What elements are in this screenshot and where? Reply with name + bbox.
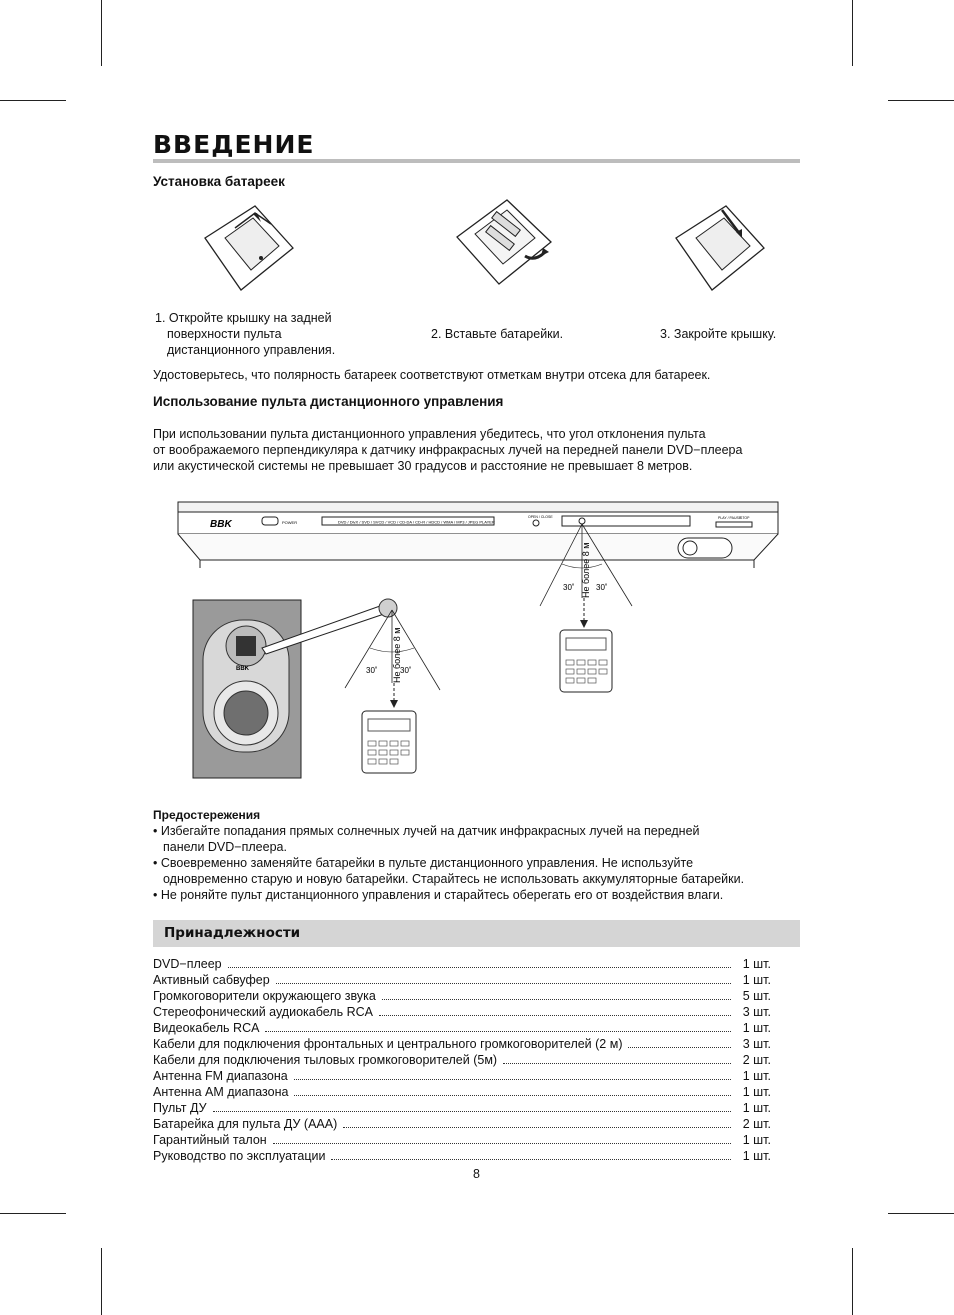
precautions-list xyxy=(153,823,744,903)
title-rule xyxy=(153,159,800,163)
play-pause-label: PLAY / PAUSE xyxy=(718,516,742,520)
step-line: поверхности пульта xyxy=(167,327,282,341)
page-number: 8 xyxy=(473,1167,480,1181)
page-title: ВВЕДЕНИЕ xyxy=(153,130,315,159)
item-qty: 1 шт. xyxy=(742,1149,771,1163)
power-label: POWER xyxy=(282,520,298,525)
item-name: Батарейка для пульта ДУ (AAA) xyxy=(153,1117,338,1131)
list-item xyxy=(153,1068,771,1084)
battery-step-2 xyxy=(431,326,563,342)
item-qty: 1 шт. xyxy=(742,1085,771,1099)
step-line: 3. Закройте крышку. xyxy=(660,327,777,341)
item-name: Стереофонический аудиокабель RCA xyxy=(153,1005,373,1019)
list-item xyxy=(153,956,771,972)
crop-mark xyxy=(0,1213,66,1214)
player-logo: BBK xyxy=(210,519,232,530)
item-qty: 2 шт. xyxy=(742,1053,771,1067)
precaution-line: • Избегайте попадания прямых солнечных лучей на датчик инфракрасных лучей на передней xyxy=(153,824,700,838)
list-item xyxy=(153,1132,771,1148)
item-name: Активный сабвуфер xyxy=(153,973,270,987)
open-close-label: OPEN / CLOSE xyxy=(528,515,553,519)
distance-label-speaker: Не более 8 м xyxy=(392,627,402,683)
item-qty: 3 шт. xyxy=(742,1037,771,1051)
angle-label-right: 30˚ xyxy=(596,583,608,592)
remote-paragraph xyxy=(153,426,742,474)
item-name: Гарантийный талон xyxy=(153,1133,267,1147)
paragraph-line: или акустической системы не превышает 30 градусов и расстояние не превышает 8 метров. xyxy=(153,459,693,473)
crop-mark xyxy=(101,0,102,66)
accessories-band xyxy=(153,920,800,947)
list-item xyxy=(153,1036,771,1052)
disc-formats: DVD / DivX / SVD / SVCD / VCD / CD-DA / CD-R / HDCD / WMA / MP3 / JPEG PLAYER xyxy=(338,519,495,525)
item-qty: 1 шт. xyxy=(742,1133,771,1147)
item-qty: 3 шт. xyxy=(742,1005,771,1019)
polarity-note: Удостоверьтесь, что полярность батареек соответствуют отметкам внутри отсека для батареек. xyxy=(153,368,711,382)
accessories-list xyxy=(153,956,771,1164)
item-name: DVD−плеер xyxy=(153,957,222,971)
accessories-heading: Принадлежности xyxy=(164,925,301,941)
item-name: Антенна AM диапазона xyxy=(153,1085,289,1099)
item-name: Кабели для подключения фронтальных и центрального громкоговорителей (2 м) xyxy=(153,1037,623,1051)
item-name: Видеокабель RCA xyxy=(153,1021,260,1035)
list-item xyxy=(153,988,771,1004)
list-item xyxy=(153,1052,771,1068)
list-item xyxy=(153,972,771,988)
crop-mark xyxy=(852,0,853,66)
list-item xyxy=(153,1148,771,1164)
step-line: 1. Откройте крышку на задней xyxy=(155,311,332,325)
item-qty: 1 шт. xyxy=(742,957,771,971)
item-qty: 1 шт. xyxy=(742,1021,771,1035)
remote-close-cover-illustration xyxy=(666,198,776,298)
remote-illustration-bottom xyxy=(362,711,416,773)
item-qty: 5 шт. xyxy=(742,989,771,1003)
angle-label-left: 30˚ xyxy=(366,666,378,675)
stop-label: STOP xyxy=(740,516,750,520)
remote-illustration-top xyxy=(560,630,612,692)
remote-heading: Использование пульта дистанционного управления xyxy=(153,394,504,409)
item-qty: 2 шт. xyxy=(742,1117,771,1131)
item-qty: 1 шт. xyxy=(742,1069,771,1083)
paragraph-line: При использовании пульта дистанционного управления убедитесь, что угол отклонения пульта xyxy=(153,427,706,441)
item-name: Громкоговорители окружающего звука xyxy=(153,989,376,1003)
battery-step-3 xyxy=(660,326,776,342)
item-qty: 1 шт. xyxy=(742,973,771,987)
list-item xyxy=(153,1116,771,1132)
remote-open-cover-illustration xyxy=(195,198,305,298)
precaution-line: • Своевременно заменяйте батарейки в пульте дистанционного управления. Не используйте xyxy=(153,856,694,870)
remote-range-diagram xyxy=(170,498,782,783)
distance-label-player: Не более 8 м xyxy=(581,542,591,598)
precaution-line: • Не роняйте пульт дистанционного управления и старайтесь оберегать его от воздействия влаги. xyxy=(153,888,724,902)
crop-mark xyxy=(888,1213,954,1214)
list-item xyxy=(153,1100,771,1116)
angle-label-left: 30˚ xyxy=(563,583,575,592)
angle-label-right: 30˚ xyxy=(400,666,412,675)
list-item xyxy=(153,1004,771,1020)
list-item xyxy=(153,1084,771,1100)
paragraph-line: от воображаемого перпендикуляра к датчику инфракрасных лучей на передней панели DVD−плеера xyxy=(153,443,743,457)
crop-mark xyxy=(888,100,954,101)
step-line: 2. Вставьте батарейки. xyxy=(431,327,564,341)
item-name: Руководство по эксплуатации xyxy=(153,1149,326,1163)
precautions-heading: Предостережения xyxy=(153,808,261,822)
item-name: Кабели для подключения тыловых громкоговорителей (5м) xyxy=(153,1053,498,1067)
battery-heading: Установка батареек xyxy=(153,174,285,189)
dvd-player-illustration xyxy=(178,502,778,568)
item-name: Антенна FM диапазона xyxy=(153,1069,288,1083)
item-name: Пульт ДУ xyxy=(153,1101,207,1115)
precaution-line: панели DVD−плеера. xyxy=(163,840,287,854)
crop-mark xyxy=(852,1248,853,1315)
list-item xyxy=(153,1020,771,1036)
speaker-logo: BBK xyxy=(236,666,249,672)
crop-mark xyxy=(0,100,66,101)
battery-step-1 xyxy=(155,310,335,358)
precaution-line: одновременно старую и новую батарейки. Старайтесь не использовать аккумуляторные батарейки. xyxy=(163,872,745,886)
remote-insert-batteries-illustration xyxy=(447,192,562,292)
crop-mark xyxy=(101,1248,102,1315)
speaker-beam xyxy=(345,610,440,708)
step-line: дистанционного управления. xyxy=(167,343,336,357)
item-qty: 1 шт. xyxy=(742,1101,771,1115)
